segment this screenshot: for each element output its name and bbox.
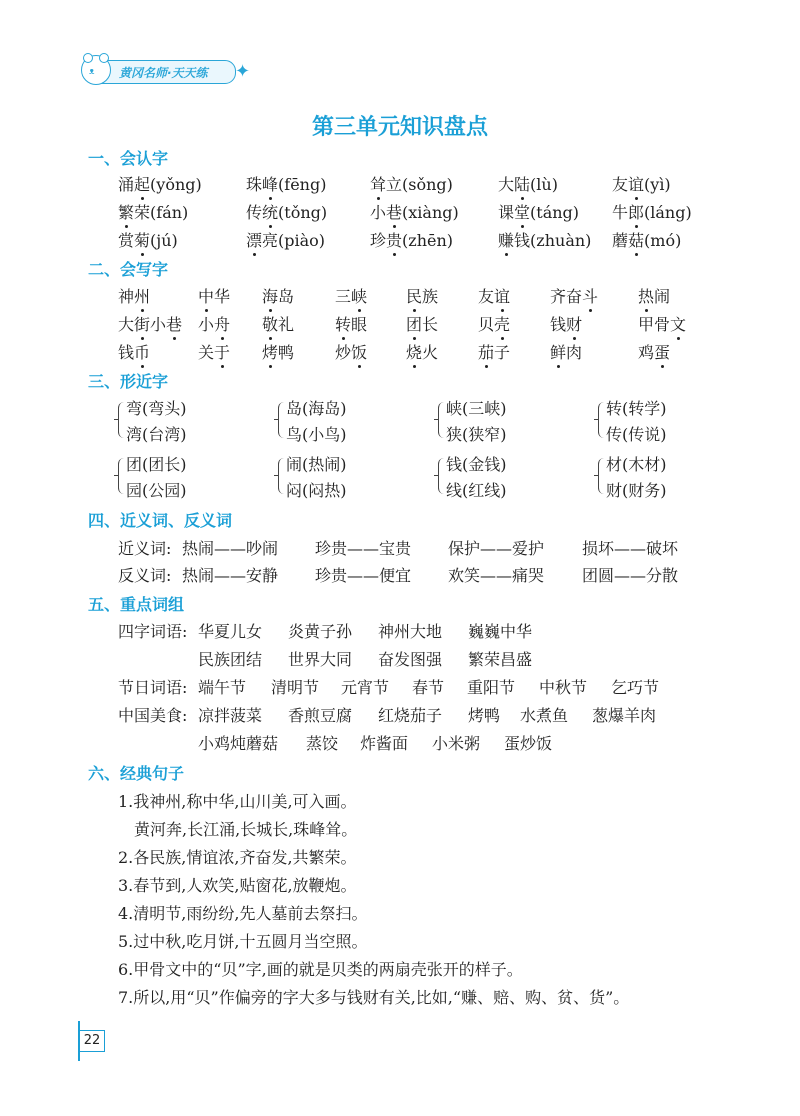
similar-char: 峡(三峡) <box>446 399 507 418</box>
read-char-target: 起 <box>134 172 150 195</box>
four-char-label: 四字词语: <box>118 622 188 641</box>
read-char-target: 繁 <box>118 200 134 223</box>
read-char-prefix: 赏 <box>118 231 135 250</box>
brace-icon <box>118 402 125 438</box>
write-word: 烧火 <box>406 340 438 363</box>
section-heading-1: 一、会认字 <box>88 149 169 168</box>
similar-char: 闹(热闹) <box>286 455 347 474</box>
festival-word: 重阳节 <box>467 678 516 697</box>
write-word: 热闹 <box>638 284 670 307</box>
write-word: 转眼 <box>335 312 367 335</box>
food-word: 小米粥 <box>432 734 481 753</box>
section-heading-2: 二、会写字 <box>88 260 169 279</box>
read-char-target: 统 <box>262 200 278 223</box>
similar-char: 鸟(小鸟) <box>286 425 347 444</box>
food-word: 小鸡炖蘑菇 <box>198 734 279 753</box>
antonym-pair: 热闹——安静 <box>182 566 279 585</box>
read-char-pinyin: (yǒng) <box>150 175 202 194</box>
write-word: 关于 <box>198 340 230 363</box>
sentence: 3.春节到,人欢笑,贴窗花,放鞭炮。 <box>118 876 357 895</box>
write-word: 茄子 <box>478 340 510 363</box>
read-char-item <box>612 172 671 195</box>
festival-word: 乞巧节 <box>611 678 660 697</box>
festival-label: 节日词语: <box>118 678 188 697</box>
antonym-pair: 欢笑——痛哭 <box>448 566 545 585</box>
read-char-suffix: 荣 <box>134 203 151 222</box>
write-word: 鲜肉 <box>550 340 582 363</box>
read-char-prefix: 小 <box>370 203 387 222</box>
read-char-pinyin: (zhēn) <box>402 231 454 250</box>
sentence: 黄河奔,长江涌,长城长,珠峰耸。 <box>134 820 358 839</box>
read-char-prefix: 珍 <box>370 231 387 250</box>
write-word: 民族 <box>406 284 438 307</box>
sentence: 4.清明节,雨纷纷,先人墓前去祭扫。 <box>118 904 368 923</box>
food-label: 中国美食: <box>118 706 188 725</box>
read-char-target: 巷 <box>386 200 402 223</box>
write-word: 友谊 <box>478 284 510 307</box>
antonym-label: 反义词: <box>118 566 172 585</box>
write-word: 烤鸭 <box>262 340 294 363</box>
food-word: 凉拌菠菜 <box>198 706 263 725</box>
food-word: 水煮鱼 <box>520 706 569 725</box>
sentence: 1.我神州,称中华,山川美,可入画。 <box>118 792 357 811</box>
festival-word: 端午节 <box>198 678 247 697</box>
read-char-target: 陆 <box>514 172 530 195</box>
festival-word: 中秋节 <box>539 678 588 697</box>
read-char-prefix: 牛 <box>612 203 629 222</box>
read-char-item <box>370 200 459 223</box>
brace-icon <box>438 402 445 438</box>
brace-icon <box>598 402 605 438</box>
similar-char: 狭(狭窄) <box>446 425 507 444</box>
food-word: 烤鸭 <box>468 706 501 725</box>
read-char-item <box>246 200 327 223</box>
write-word: 敬礼 <box>262 312 294 335</box>
similar-char: 湾(台湾) <box>126 425 187 444</box>
read-char-item <box>246 228 325 251</box>
section-heading-4: 四、近义词、反义词 <box>88 511 233 530</box>
read-char-target: 耸 <box>370 172 386 195</box>
write-word: 团长 <box>406 312 438 335</box>
food-word: 红烧茄子 <box>378 706 443 725</box>
read-char-item <box>498 172 558 195</box>
read-char-item <box>498 228 591 251</box>
brace-icon <box>438 458 445 494</box>
read-char-pinyin: (mó) <box>644 231 682 250</box>
similar-char: 传(传说) <box>606 425 667 444</box>
read-char-item <box>246 172 326 195</box>
read-char-pinyin: (táng) <box>530 203 580 222</box>
brace-icon <box>278 458 285 494</box>
read-char-prefix: 友 <box>612 175 629 194</box>
synonym-pair: 珍贵——宝贵 <box>315 539 412 558</box>
write-word: 三峡 <box>335 284 367 307</box>
read-char-item <box>498 200 579 223</box>
food-word: 香煎豆腐 <box>288 706 353 725</box>
four-char-phrase: 神州大地 <box>378 622 443 641</box>
sparkle-icon: ✦ <box>235 61 251 82</box>
four-char-phrase: 炎黄子孙 <box>288 622 353 641</box>
synonym-pair: 损坏——破坏 <box>582 539 679 558</box>
write-word: 贝壳 <box>478 312 510 335</box>
read-char-prefix: 涌 <box>118 175 135 194</box>
write-word: 甲骨文 <box>638 312 686 335</box>
read-char-item <box>370 172 453 195</box>
food-word: 蒸饺 <box>306 734 339 753</box>
read-char-item <box>612 200 692 223</box>
read-char-target: 漂 <box>246 228 262 251</box>
four-char-phrase: 繁荣昌盛 <box>468 650 533 669</box>
similar-char: 弯(弯头) <box>126 399 187 418</box>
food-word: 葱爆羊肉 <box>592 706 657 725</box>
read-char-prefix: 珠 <box>246 175 263 194</box>
read-char-suffix: 钱 <box>514 231 531 250</box>
read-char-pinyin: (xiàng) <box>402 203 459 222</box>
header-badge <box>84 60 251 84</box>
write-word: 鸡蛋 <box>638 340 670 363</box>
similar-char: 材(木材) <box>606 455 667 474</box>
read-char-pinyin: (láng) <box>644 203 692 222</box>
festival-word: 春节 <box>412 678 445 697</box>
similar-char: 闷(闷热) <box>286 481 347 500</box>
four-char-phrase: 民族团结 <box>198 650 263 669</box>
brace-icon <box>598 458 605 494</box>
brace-icon <box>278 402 285 438</box>
write-word: 大街小巷 <box>118 312 182 335</box>
read-char-pinyin: (fēng) <box>278 175 327 194</box>
section-heading-3: 三、形近字 <box>88 372 169 391</box>
read-char-pinyin: (jú) <box>150 231 178 250</box>
read-char-pinyin: (fán) <box>150 203 189 222</box>
antonym-pair: 珍贵——便宜 <box>315 566 412 585</box>
read-char-item <box>612 228 681 251</box>
four-char-phrase: 世界大同 <box>288 650 353 669</box>
synonym-pair: 热闹——吵闹 <box>182 539 279 558</box>
read-char-prefix: 蘑 <box>612 231 629 250</box>
synonym-pair: 保护——爱护 <box>448 539 545 558</box>
similar-char: 团(团长) <box>126 455 187 474</box>
section-heading-6: 六、经典句子 <box>88 764 185 783</box>
read-char-item <box>118 200 188 223</box>
four-char-phrase: 奋发图强 <box>378 650 443 669</box>
read-char-item <box>118 172 202 195</box>
similar-char: 园(公园) <box>126 481 187 500</box>
brace-icon <box>118 458 125 494</box>
four-char-phrase: 华夏儿女 <box>198 622 263 641</box>
similar-char: 岛(海岛) <box>286 399 347 418</box>
sentence: 5.过中秋,吃月饼,十五圆月当空照。 <box>118 932 368 951</box>
sentence: 6.甲骨文中的“贝”字,画的就是贝类的两扇壳张开的样子。 <box>118 960 523 979</box>
similar-char: 财(财务) <box>606 481 667 500</box>
page-title: 第三单元知识盘点 <box>311 115 488 140</box>
read-char-pinyin: (tǒng) <box>278 203 328 222</box>
read-char-target: 堂 <box>514 200 530 223</box>
read-char-target: 郎 <box>628 200 644 223</box>
read-char-suffix: 立 <box>386 175 403 194</box>
read-char-item <box>118 228 178 251</box>
read-char-pinyin: (lù) <box>530 175 558 194</box>
read-char-target: 峰 <box>262 172 278 195</box>
similar-char: 线(红线) <box>446 481 507 500</box>
sentence: 2.各民族,情谊浓,齐奋发,共繁荣。 <box>118 848 357 867</box>
write-word: 海岛 <box>262 284 294 307</box>
read-char-pinyin: (piào) <box>278 231 326 250</box>
read-char-pinyin: (yì) <box>644 175 671 194</box>
similar-char: 钱(金钱) <box>446 455 507 474</box>
write-word: 钱币 <box>118 340 150 363</box>
section-heading-5: 五、重点词组 <box>88 595 185 614</box>
write-word: 中华 <box>198 284 230 307</box>
read-char-pinyin: (zhuàn) <box>530 231 592 250</box>
write-word: 小舟 <box>198 312 230 335</box>
read-char-target: 菊 <box>134 228 150 251</box>
festival-word: 元宵节 <box>341 678 390 697</box>
read-char-suffix: 亮 <box>262 231 279 250</box>
similar-char: 转(转学) <box>606 399 667 418</box>
read-char-pinyin: (sǒng) <box>402 175 453 194</box>
synonym-label: 近义词: <box>118 539 172 558</box>
festival-word: 清明节 <box>271 678 320 697</box>
read-char-target: 菇 <box>628 228 644 251</box>
write-word: 齐奋斗 <box>550 284 598 307</box>
read-char-target: 贵 <box>386 228 402 251</box>
read-char-target: 赚 <box>498 228 514 251</box>
brand-label: 黄冈名师·天天练 <box>119 66 208 80</box>
read-char-prefix: 传 <box>246 203 263 222</box>
read-char-item <box>370 228 453 251</box>
food-word: 蛋炒饭 <box>504 734 553 753</box>
four-char-phrase: 巍巍中华 <box>468 622 533 641</box>
write-word: 神州 <box>118 284 150 307</box>
read-char-target: 谊 <box>628 172 644 195</box>
write-word: 炒饭 <box>335 340 367 363</box>
read-char-prefix: 大 <box>498 175 515 194</box>
sentence: 7.所以,用“贝”作偏旁的字大多与钱财有关,比如,“赚、赔、购、贫、货”。 <box>118 988 630 1007</box>
food-word: 炸酱面 <box>360 734 409 753</box>
antonym-pair: 团圆——分散 <box>582 566 679 585</box>
page-number: 22 <box>80 1030 105 1052</box>
write-word: 钱财 <box>550 312 582 335</box>
read-char-prefix: 课 <box>498 203 515 222</box>
bear-mascot-icon: ᴥ <box>81 55 111 85</box>
